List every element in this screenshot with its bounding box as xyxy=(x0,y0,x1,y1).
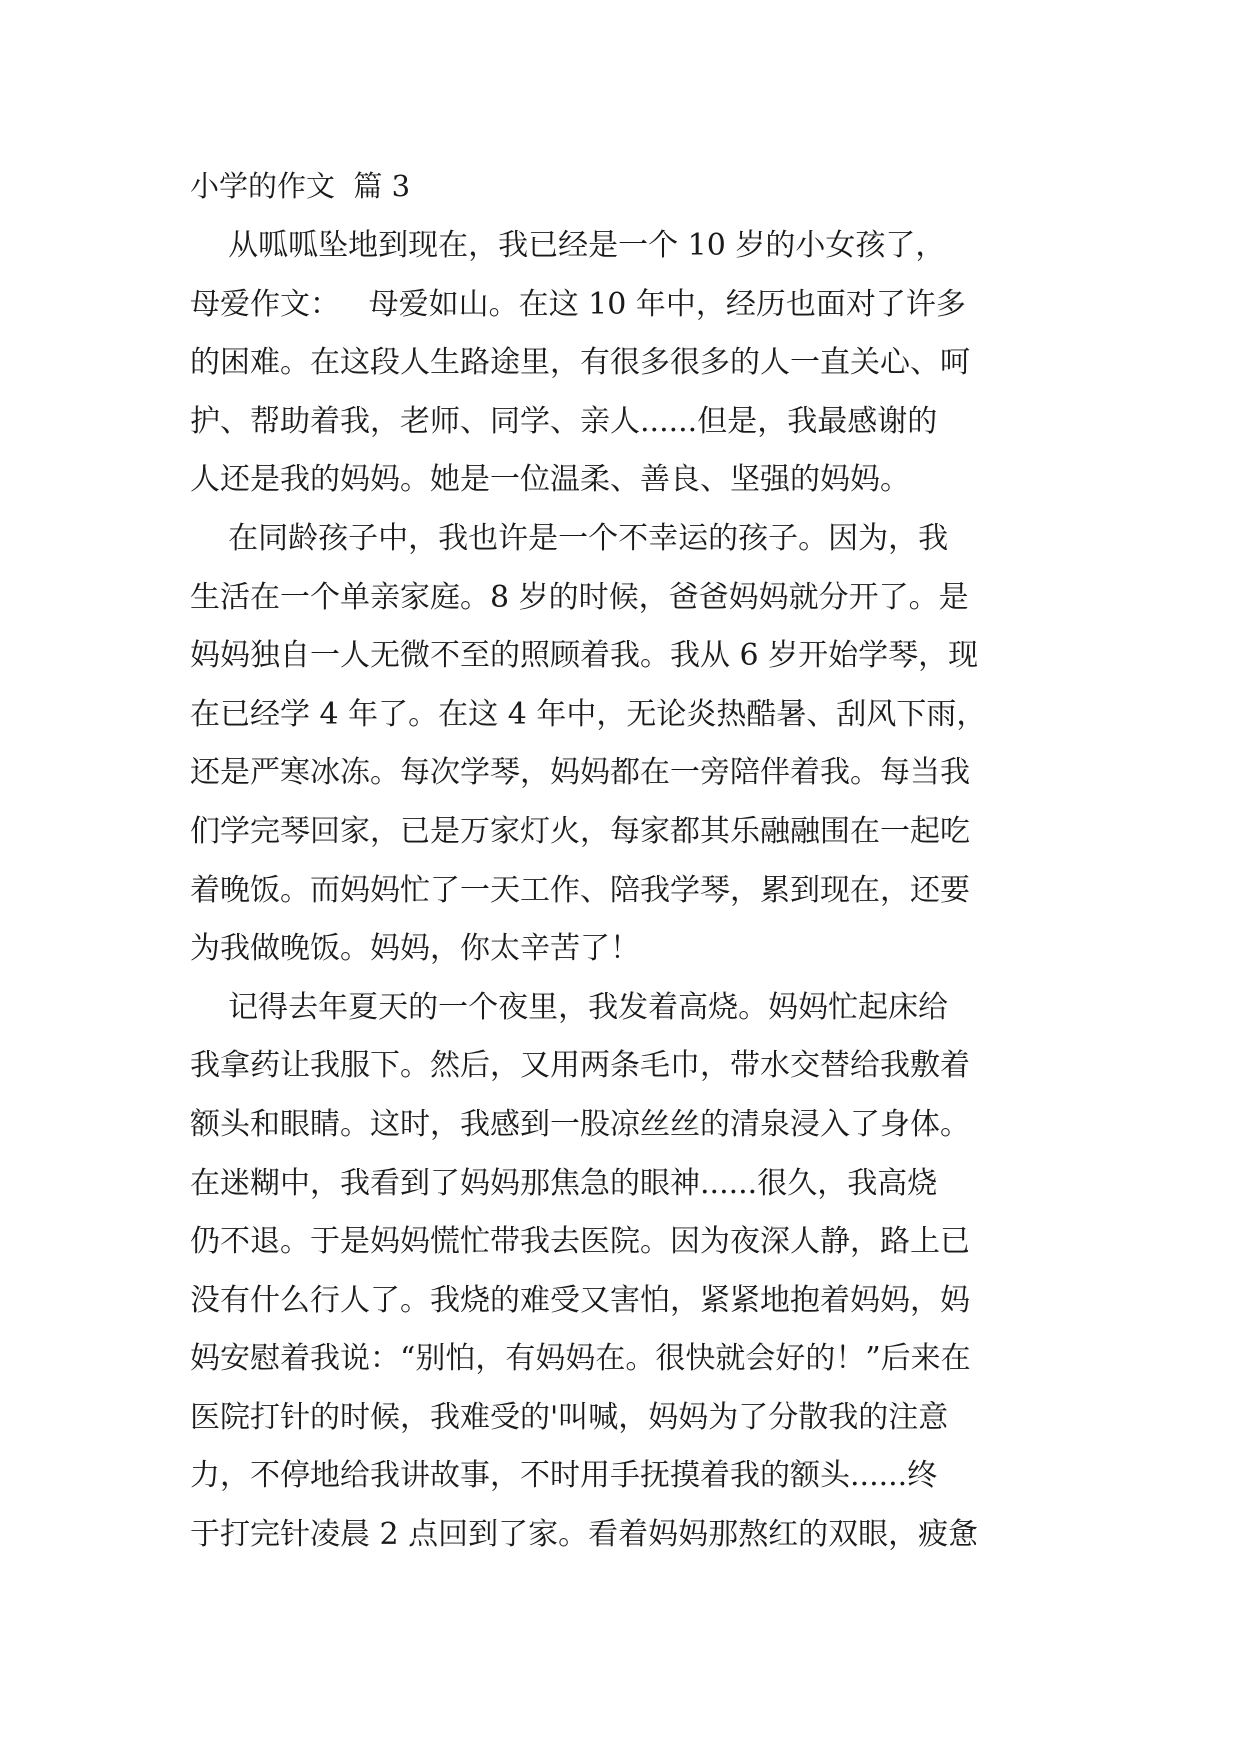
text-line: 医院打针的时候，我难受的'叫喊，妈妈为了分散我的注意 xyxy=(190,1399,949,1435)
text-line: 没有什么行人了。我烧的难受又害怕，紧紧地抱着妈妈，妈 xyxy=(190,1282,970,1318)
text-line: 从呱呱坠地到现在，我已经是一个 10 岁的小女孩了， xyxy=(190,228,946,263)
text-line: 护、帮助着我，老师、同学、亲人......但是，我最感谢的 xyxy=(190,403,938,439)
text-line: 着晚饭。而妈妈忙了一天工作、陪我学琴，累到现在，还要 xyxy=(190,872,970,908)
text-line: 生活在一个单亲家庭。8 岁的时候，爸爸妈妈就分开了。是 xyxy=(190,579,969,615)
text-line: 在迷糊中，我看到了妈妈那焦急的眼神......很久，我高烧 xyxy=(190,1165,938,1201)
text-line: 还是严寒冰冻。每次学琴，妈妈都在一旁陪伴着我。每当我 xyxy=(190,755,970,791)
text-line: 母爱作文： 母爱如山。在这 10 年中，经历也面对了许多 xyxy=(190,286,966,322)
text-line: 为我做晚饭。妈妈，你太辛苦了！ xyxy=(190,931,640,967)
text-line: 人还是我的妈妈。她是一位温柔、善良、坚强的妈妈。 xyxy=(190,462,910,498)
text-line: 于打完针凌晨 2 点回到了家。看着妈妈那熬红的双眼，疲惫 xyxy=(190,1517,979,1553)
text-line: 仍不退。于是妈妈慌忙带我去医院。因为夜深人静，路上已 xyxy=(190,1224,970,1260)
text-line: 们学完琴回家，已是万家灯火，每家都其乐融融围在一起吃 xyxy=(190,813,970,849)
text-line: 我拿药让我服下。然后，又用两条毛巾，带水交替给我敷着 xyxy=(190,1048,970,1084)
essay-body xyxy=(190,168,1070,1576)
text-line: 力，不停地给我讲故事，不时用手抚摸着我的额头......终 xyxy=(190,1458,938,1494)
essay-title: 小学的作文 篇 3 xyxy=(190,169,411,203)
text-line: 在同龄孩子中，我也许是一个不幸运的孩子。因为，我 xyxy=(190,520,949,556)
text-line: 在已经学 4 年了。在这 4 年中，无论炎热酷暑、刮风下雨， xyxy=(190,696,987,732)
text-line: 额头和眼睛。这时，我感到一股凉丝丝的清泉浸入了身体。 xyxy=(190,1106,970,1142)
text-line: 记得去年夏天的一个夜里，我发着高烧。妈妈忙起床给 xyxy=(190,989,949,1025)
text-line: 妈妈独自一人无微不至的照顾着我。我从 6 岁开始学琴，现 xyxy=(190,638,979,674)
text-line: 妈安慰着我说：“别怕，有妈妈在。很快就会好的！”后来在 xyxy=(190,1341,971,1377)
text-line: 的困难。在这段人生路途里，有很多很多的人一直关心、呵 xyxy=(190,345,970,381)
